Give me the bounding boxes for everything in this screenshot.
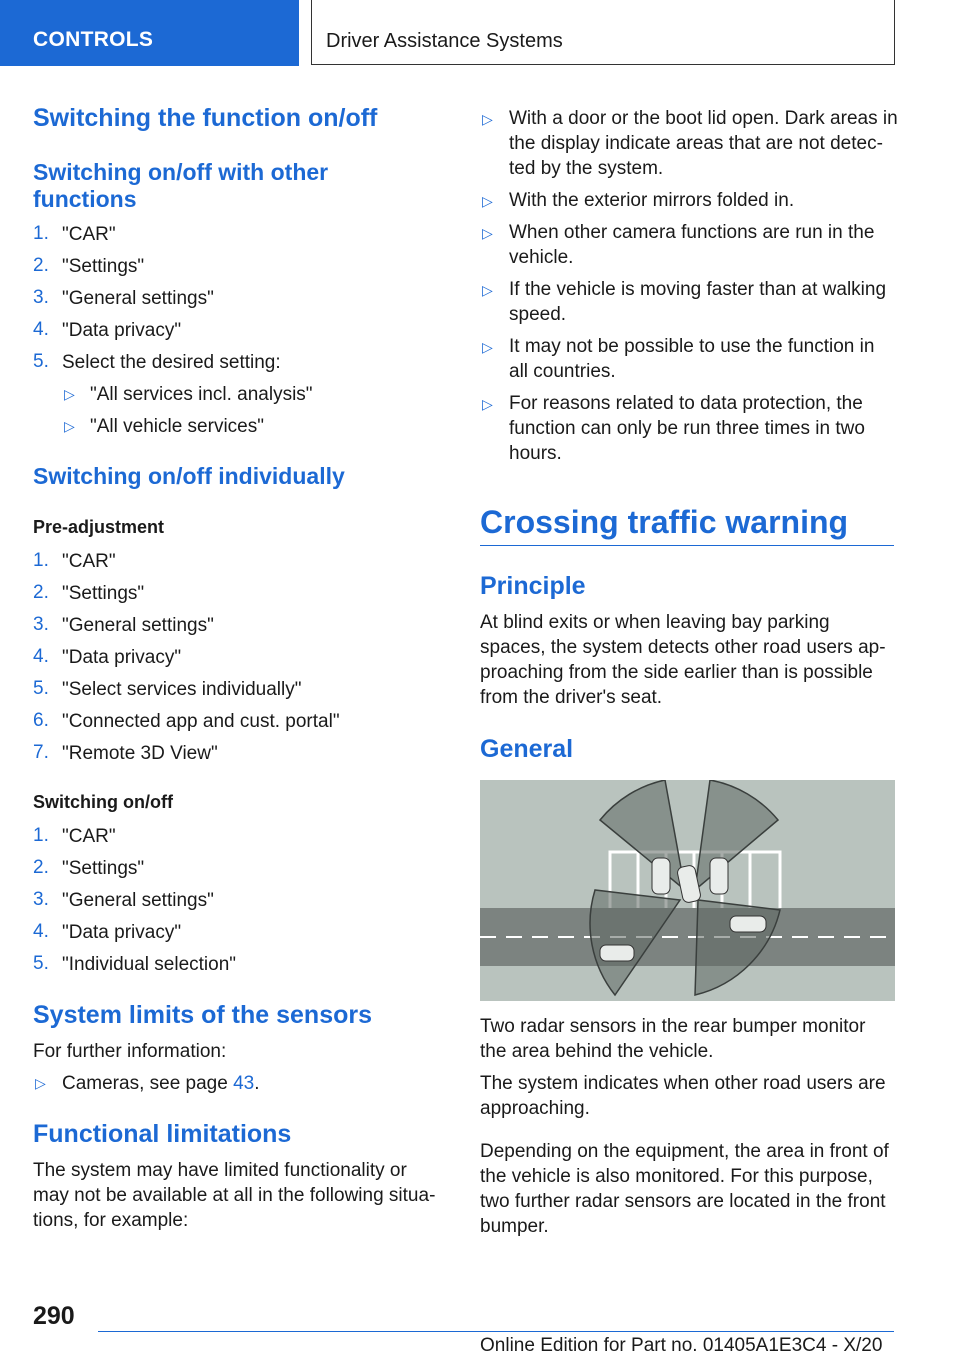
list-item: "Connected app and cust. portal" — [62, 711, 340, 732]
heading-functional-limitations: Functional limitations — [33, 1120, 292, 1148]
heading-other-functions-2: functions — [33, 186, 137, 212]
bullet-triangle-icon: ▷ — [64, 386, 75, 402]
list-number: 4. — [33, 921, 49, 942]
paragraph-line: With the exterior mirrors folded in. — [509, 190, 795, 211]
crossing-traffic-illustration — [480, 780, 895, 1001]
paragraph-line: ted by the system. — [509, 158, 664, 179]
list-number: 3. — [33, 287, 49, 308]
chapter-label: Driver Assistance Systems — [326, 30, 563, 52]
list-number: 2. — [33, 857, 49, 878]
list-number: 5. — [33, 953, 49, 974]
paragraph-line: all countries. — [509, 361, 616, 382]
paragraph-line: At blind exits or when leaving bay parking — [480, 612, 830, 633]
paragraph-line: the vehicle is also monitored. For this purpose, — [480, 1166, 873, 1187]
list-number: 2. — [33, 255, 49, 276]
section-tab — [0, 0, 299, 66]
subheading-switching: Switching on/off — [33, 792, 173, 812]
paragraph-line: When other camera functions are run in the — [509, 222, 875, 243]
list-number: 5. — [33, 678, 49, 699]
bullet-triangle-icon: ▷ — [482, 282, 493, 298]
bullet-triangle-icon: ▷ — [482, 193, 493, 209]
list-number: 1. — [33, 825, 49, 846]
paragraph-line: speed. — [509, 304, 567, 325]
cameras-reference — [62, 1071, 260, 1096]
list-number: 4. — [33, 646, 49, 667]
bullet-triangle-icon: ▷ — [482, 396, 493, 412]
paragraph-line: from the driver's seat. — [480, 687, 663, 708]
bullet-triangle-icon: ▷ — [482, 225, 493, 241]
list-item: "CAR" — [62, 224, 116, 245]
list-item: "Individual selection" — [62, 954, 237, 975]
list-item: "Data privacy" — [62, 647, 182, 668]
paragraph-line: proaching from the side earlier than is possible — [480, 662, 873, 683]
list-item: "Settings" — [62, 256, 145, 277]
heading-principle: Principle — [480, 572, 586, 600]
list-item: "Select services individually" — [62, 679, 302, 700]
paragraph-line: bumper. — [480, 1216, 549, 1237]
list-number: 3. — [33, 614, 49, 635]
footer-rule — [98, 1331, 894, 1332]
list-item: "General settings" — [62, 890, 214, 911]
list-number: 4. — [33, 319, 49, 340]
paragraph-line: spaces, the system detects other road users ap- — [480, 637, 886, 658]
list-number: 6. — [33, 710, 49, 731]
list-number: 2. — [33, 582, 49, 603]
list-item: "Remote 3D View" — [62, 743, 218, 764]
list-item: "General settings" — [62, 288, 214, 309]
cameras-text: Cameras, see page — [62, 1073, 234, 1094]
heading-individually: Switching on/off individually — [33, 463, 345, 489]
paragraph-line: function can only be run three times in two — [509, 418, 865, 439]
list-number: 1. — [33, 223, 49, 244]
paragraph-line: For reasons related to data protection, the — [509, 393, 863, 414]
list-number: 1. — [33, 550, 49, 571]
list-number: 7. — [33, 742, 49, 763]
paragraph-line: tions, for example: — [33, 1210, 189, 1231]
paragraph-line: two further radar sensors are located in the front — [480, 1191, 886, 1212]
paragraph-line: Depending on the equipment, the area in front of — [480, 1141, 889, 1162]
edition-text: Online Edition for Part no. 01405A1E3C4 - X/20 — [480, 1335, 883, 1356]
page-link[interactable]: 43 — [233, 1073, 255, 1094]
list-item: "Settings" — [62, 583, 145, 604]
list-item: "Data privacy" — [62, 922, 182, 943]
bullet-triangle-icon: ▷ — [64, 418, 75, 434]
paragraph-line: approaching. — [480, 1098, 590, 1119]
period: . — [254, 1073, 260, 1094]
page-number: 290 — [33, 1302, 75, 1330]
heading-rule — [480, 545, 894, 546]
list-number: 3. — [33, 889, 49, 910]
subheading-pre-adjustment: Pre-adjustment — [33, 517, 165, 537]
heading-other-functions: Switching on/off with other — [33, 159, 329, 185]
bullet-triangle-icon: ▷ — [482, 111, 493, 127]
paragraph-line: the area behind the vehicle. — [480, 1041, 714, 1062]
list-item: "All services incl. analysis" — [90, 384, 313, 405]
heading-system-limits: System limits of the sensors — [33, 1001, 373, 1029]
list-item: "General settings" — [62, 615, 214, 636]
paragraph-line: With a door or the boot lid open. Dark areas in — [509, 108, 898, 129]
chapter-tab — [311, 0, 895, 65]
list-number: 5. — [33, 351, 49, 372]
paragraph-line: Two radar sensors in the rear bumper monitor — [480, 1016, 866, 1037]
bullet-triangle-icon: ▷ — [35, 1075, 46, 1091]
paragraph-line: It may not be possible to use the function in — [509, 336, 875, 357]
paragraph-line: If the vehicle is moving faster than at walking — [509, 279, 887, 300]
paragraph-line: may not be available at all in the following situa- — [33, 1185, 436, 1206]
list-item: Select the desired setting: — [62, 352, 281, 373]
list-item: "Settings" — [62, 858, 145, 879]
list-item: "Data privacy" — [62, 320, 182, 341]
paragraph-line: The system indicates when other road users are — [480, 1073, 886, 1094]
paragraph-line: vehicle. — [509, 247, 574, 268]
list-item: "CAR" — [62, 551, 116, 572]
paragraph-line: The system may have limited functionality or — [33, 1160, 407, 1181]
list-item: "All vehicle services" — [90, 416, 264, 437]
section-label: CONTROLS — [33, 28, 154, 51]
further-info-text: For further information: — [33, 1041, 227, 1062]
heading-switching-function: Switching the function on/off — [33, 104, 378, 132]
bullet-triangle-icon: ▷ — [482, 339, 493, 355]
paragraph-line: the display indicate areas that are not detec- — [509, 133, 883, 154]
heading-crossing-traffic: Crossing traffic warning — [480, 504, 849, 540]
paragraph-line: hours. — [509, 443, 562, 464]
list-item: "CAR" — [62, 826, 116, 847]
heading-general: General — [480, 735, 574, 763]
